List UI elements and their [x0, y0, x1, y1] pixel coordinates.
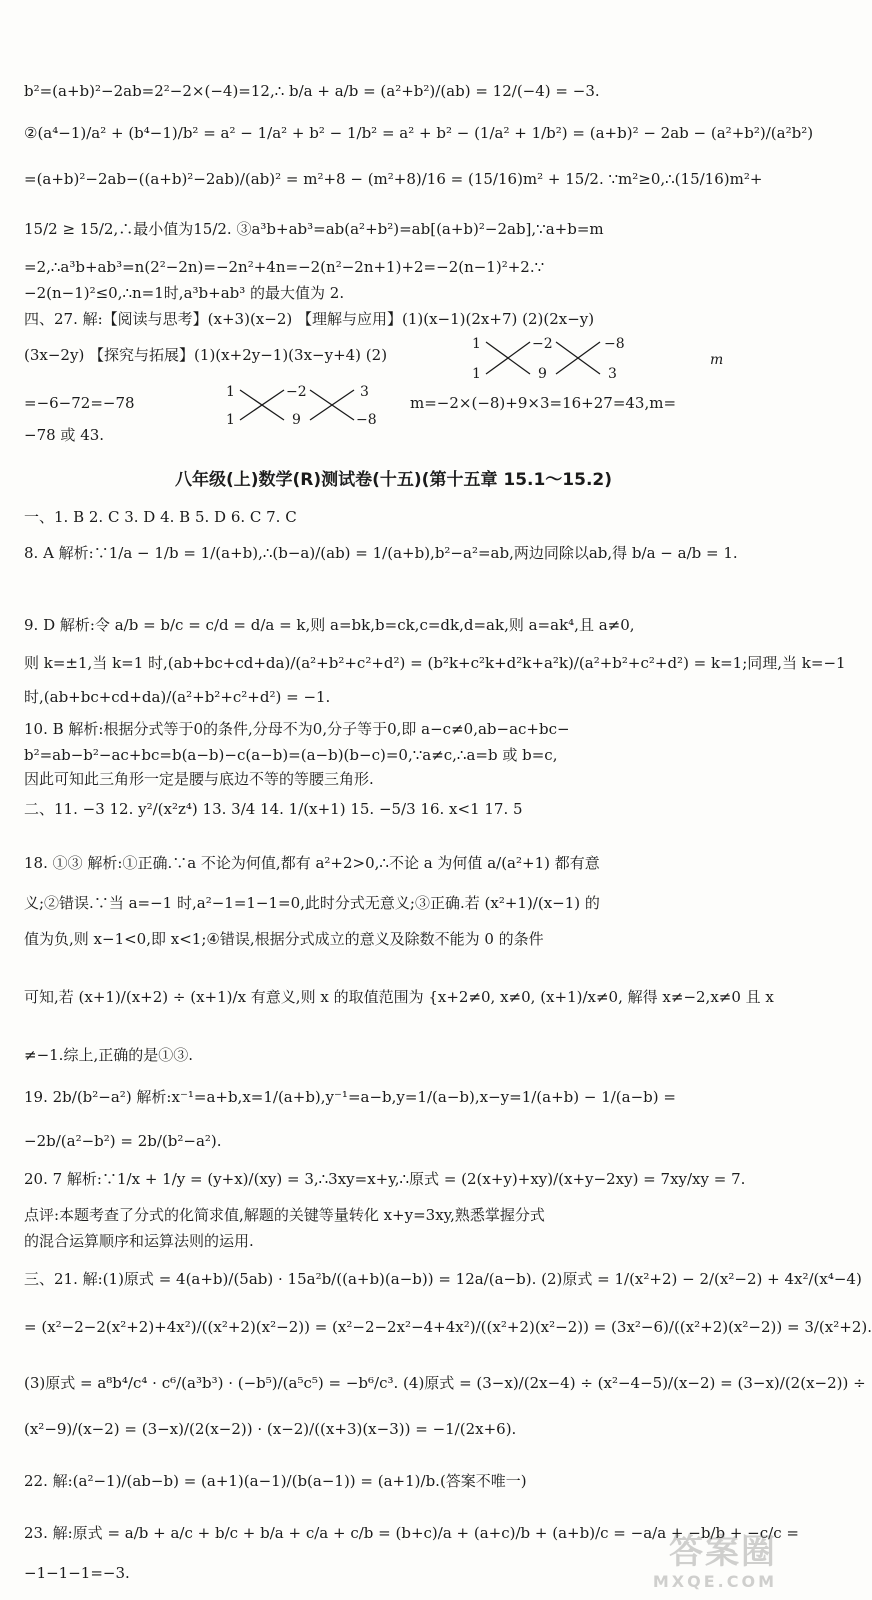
answer-line: −2b/(a²−b²) = 2b/(b²−a²). — [24, 1132, 222, 1150]
answer-line: 的混合运算顺序和运算法则的运用. — [24, 1232, 254, 1250]
answer-line: 值为负,则 x−1<0,即 x<1;④错误,根据分式成立的意义及除数不能为 0 的条件 — [24, 930, 544, 948]
cross-number: −8 — [356, 412, 377, 428]
answer-line: 二、11. −3 12. y²/(x²z⁴) 13. 3/4 14. 1/(x+1) 15. −5/3 16. x<1 17. 5 — [24, 800, 523, 818]
answer-line: (3)原式 = a⁸b⁴/c⁴ · c⁶/(a³b³) · (−b⁵)/(a⁵c⁵) = −b⁶/c³. (4)原式 = (3−x)/(2x−4) ÷ (x²−4−5)/(x−2) = (3−x)/(2(x−2)) ÷ — [24, 1374, 866, 1392]
cross-number: 9 — [292, 412, 301, 428]
cross-number: 3 — [360, 384, 369, 400]
watermark-text: 答案圈 — [669, 1532, 777, 1572]
cross-number: −8 — [604, 336, 625, 352]
cross-number: 1 — [226, 412, 235, 428]
answer-line: 义;②错误.∵当 a=−1 时,a²−1=1−1=0,此时分式无意义;③正确.若 (x²+1)/(x−1) 的 — [24, 894, 600, 912]
text-line: =(a+b)²−2ab−((a+b)²−2ab)/(ab)² = m²+8 − (m²+8)/16 = (15/16)m² + 15/2. ∵m²≥0,∴(15/16)m²+ — [24, 170, 763, 188]
problem-27-line: 四、27. 解:【阅读与思考】(x+3)(x−2) 【理解与应用】(1)(x−1)(2x+7) (2)(2x−y) — [24, 310, 595, 328]
answer-line: 10. B 解析:根据分式等于0的条件,分母不为0,分子等于0,即 a−c≠0,ab−ac+bc− — [24, 720, 570, 738]
watermark-logo — [577, 1532, 777, 1592]
answer-line: 9. D 解析:令 a/b = b/c = c/d = d/a = k,则 a=bk,b=ck,c=dk,d=ak,则 a=ak⁴,且 a≠0, — [24, 616, 635, 634]
cross-number: −2 — [286, 384, 307, 400]
cross-number: 3 — [608, 366, 617, 382]
answer-line: (x²−9)/(x−2) = (3−x)/(2(x−2)) · (x−2)/((x+3)(x−3)) = −1/(2x+6). — [24, 1420, 517, 1438]
text-line: b²=(a+b)²−2ab=2²−2×(−4)=12,∴ b/a + a/b = (a²+b²)/(ab) = 12/(−4) = −3. — [24, 82, 600, 100]
problem-27-line: =−6−72=−78 — [24, 394, 135, 412]
answer-line: 20. 7 解析:∵1/x + 1/y = (y+x)/(xy) = 3,∴3xy=x+y,∴原式 = (2(x+y)+xy)/(x+y−2xy) = 7xy/xy = 7. — [24, 1170, 746, 1188]
answer-line: 8. A 解析:∵1/a − 1/b = 1/(a+b),∴(b−a)/(ab) = 1/(a+b),b²−a²=ab,两边同除以ab,得 b/a − a/b = 1. — [24, 544, 738, 562]
answer-line: 19. 2b/(b²−a²) 解析:x⁻¹=a+b,x=1/(a+b),y⁻¹=a−b,y=1/(a−b),x−y=1/(a+b) − 1/(a−b) = — [24, 1088, 676, 1106]
answer-line: 时,(ab+bc+cd+da)/(a²+b²+c²+d²) = −1. — [24, 688, 331, 706]
text-line: ②(a⁴−1)/a² + (b⁴−1)/b² = a² − 1/a² + b² − 1/b² = a² + b² − (1/a² + 1/b²) = (a+b)² − 2ab − (a²+b²)/(a²b²) — [24, 124, 814, 142]
cross-multiplication-diagram — [468, 330, 738, 386]
cross-trail: m — [710, 352, 724, 368]
cross-number: −2 — [532, 336, 553, 352]
cross-number: 1 — [472, 336, 481, 352]
answer-line: ≠−1.综上,正确的是①③. — [24, 1046, 193, 1064]
answer-line: 一、1. B 2. C 3. D 4. B 5. D 6. C 7. C — [24, 508, 297, 526]
answer-line: 点评:本题考查了分式的化简求值,解题的关键等量转化 x+y=3xy,熟悉掌握分式 — [24, 1206, 545, 1224]
answer-line: 则 k=±1,当 k=1 时,(ab+bc+cd+da)/(a²+b²+c²+d²) = (b²k+c²k+d²k+a²k)/(a²+b²+c²+d²) = k=1;同理,当 k=−1 — [24, 654, 846, 672]
cross-number: 9 — [538, 366, 547, 382]
answer-line: 23. 解:原式 = a/b + a/c + b/c + b/a + c/a + c/b = (b+c)/a + (a+c)/b + (a+b)/c = −a/a + −b/b + −c/c = — [24, 1524, 799, 1542]
cross-number: 1 — [472, 366, 481, 382]
answer-line: 因此可知此三角形一定是腰与底边不等的等腰三角形. — [24, 770, 374, 788]
answer-line: 18. ①③ 解析:①正确.∵a 不论为何值,都有 a²+2>0,∴不论 a 为何值 a/(a²+1) 都有意 — [24, 854, 600, 872]
answer-line: 22. 解:(a²−1)/(ab−b) = (a+1)(a−1)/(b(a−1)) = (a+1)/b.(答案不唯一) — [24, 1472, 527, 1490]
section-title: 八年级(上)数学(R)测试卷(十五)(第十五章 15.1～15.2) — [174, 470, 613, 490]
answer-line: −1−1−1=−3. — [24, 1564, 130, 1582]
cross-number: 1 — [226, 384, 235, 400]
watermark-url: MXQE.COM — [652, 1572, 777, 1591]
problem-27-line: m=−2×(−8)+9×3=16+27=43,m= — [410, 394, 677, 412]
answer-line: = (x²−2−2(x²+2)+4x²)/((x²+2)(x²−2)) = (x²−2−2x²−4+4x²)/((x²+2)(x²−2)) = (3x²−6)/((x²+2)(x²−2)) = 3/(x²+2). — [24, 1318, 872, 1336]
problem-27-line: −78 或 43. — [24, 426, 105, 444]
text-line: =2,∴a³b+ab³=n(2²−2n)=−2n²+4n=−2(n²−2n+1)+2=−2(n−1)²+2.∵ — [24, 258, 545, 276]
answer-line: 可知,若 (x+1)/(x+2) ÷ (x+1)/x 有意义,则 x 的取值范围为 {x+2≠0, x≠0, (x+1)/x≠0, 解得 x≠−2,x≠0 且 x — [24, 988, 774, 1006]
answer-line: b²=ab−b²−ac+bc=b(a−b)−c(a−b)=(a−b)(b−c)=0,∵a≠c,∴a=b 或 b=c, — [24, 746, 558, 764]
text-line: 15/2 ≥ 15/2,∴最小值为15/2. ③a³b+ab³=ab(a²+b²)=ab[(a+b)²−2ab],∵a+b=m — [24, 220, 604, 238]
text-line: −2(n−1)²≤0,∴n=1时,a³b+ab³ 的最大值为 2. — [24, 284, 345, 302]
problem-27-line: (3x−2y) 【探究与拓展】(1)(x+2y−1)(3x−y+4) (2) — [24, 346, 388, 364]
answer-line: 三、21. 解:(1)原式 = 4(a+b)/(5ab) · 15a²b/((a+b)(a−b)) = 12a/(a−b). (2)原式 = 1/(x²+2) − 2/(x²−2) + 4x²/(x⁴−4) — [24, 1270, 862, 1288]
